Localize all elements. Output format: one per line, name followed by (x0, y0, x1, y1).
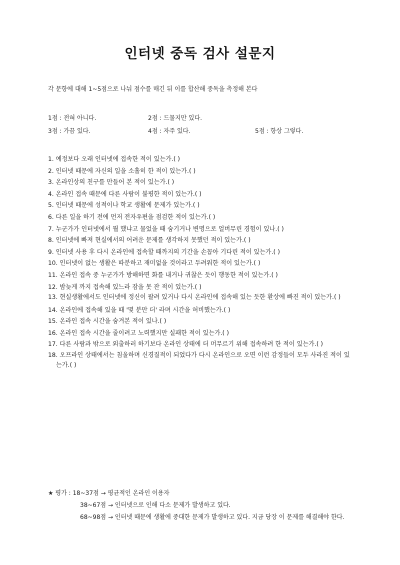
question-item: 7. 누군가가 인터넷에서 뭘 했냐고 물었을 때 숨기거나 변명으로 얼버무린 경험이 있나.( ) (48, 225, 284, 233)
question-item: 4. 온라인 접속 때문에 다른 사람이 불평한 적이 있는가.( ) (48, 190, 202, 198)
question-item: 5. 인터넷 때문에 성적이나 학교 생활에 문제가 있는가.( ) (48, 202, 200, 210)
question-item: 8. 인터넷에 빠져 현실에서의 어려운 문제를 생각하지 못했던 적이 있는가.( ) (48, 237, 251, 245)
question-item: 13. 현실생활에서도 인터넷에 정신이 팔려 있거나 다시 온라인에 접속해 있는 듯한 환상에 빠진 적이 있는가.( ) (48, 294, 341, 302)
question-list (48, 154, 353, 372)
scoring-range-3: 68~98점 → 인터넷 때문에 생활에 중대한 문제가 발생하고 있다. 지금 당장 이 문제를 해결해야 한다. (80, 514, 345, 521)
question-item: 3. 온라인상의 친구를 만들어 본 적이 있는가.( ) (48, 179, 175, 187)
question-item: 16. 온라인 접속 시간을 줄이려고 노력했지만 실패한 적이 있는가.( ) (48, 329, 229, 337)
instructions-text: 각 문항에 대해 1~5점으로 나눠 점수를 매긴 뒤 이를 합산해 중독을 측정해 본다 (48, 86, 258, 93)
question-item: 11. 온라인 접속 중 누군가가 방해하면 화를 내거나 귀찮은 듯이 행동한 적이 있는가.( ) (48, 271, 278, 279)
document-title: 인터넷 중독 검사 설문지 (124, 46, 276, 62)
scale-item-4: 4점 : 자주 있다. (148, 128, 191, 135)
scale-item-3: 3점 : 가끔 있다. (48, 128, 91, 135)
question-item: 10. 인터넷이 없는 생활은 따분하고 재미없을 것이라고 두려워한 적이 있는가.( ) (48, 260, 261, 268)
question-item: 9. 인터넷 사용 후 다시 온라인에 접속할 때까지의 기간을 손꼽아 기다린 적이 있는가.( ) (48, 248, 280, 256)
question-item: 6. 다른 일을 하기 전에 먼저 전자우편을 점검한 적이 있는가.( ) (48, 213, 216, 221)
question-item: 17. 다른 사람과 밖으로 외출하러 하기보다 온라인 상태에 더 머무르기 위해 접속하려 한 적이 있는가.( ) (48, 340, 324, 348)
question-item: 18. 오프라인 상태에서는 침울하며 신경질적이 되었다가 다시 온라인으로 오면 이런 감정들이 모두 사라진 적이 있는가.( ) (48, 352, 350, 369)
scale-item-2: 2점 : 드물지만 있다. (148, 115, 203, 122)
question-item: 15. 온라인 접속 시간을 숨겨본 적이 있나.( ) (48, 318, 167, 326)
question-item: 14. 온라인에 접속해 있을 때 '몇 분만 더' 라며 시간을 허비했는가.( ) (48, 306, 231, 314)
scale-item-1: 1점 : 전혀 아니다. (48, 115, 97, 122)
question-item: 12. 밤늦게 까지 접속해 있느라 잠을 못 잔 적이 있는가.( ) (48, 283, 202, 291)
question-item: 1. 예정보다 오래 인터넷에 접속한 적이 있는가.( ) (48, 156, 181, 163)
scale-item-5: 5점 : 항상 그렇다. (255, 128, 304, 135)
question-item: 2. 인터넷 때문에 자신의 일을 소홀히 한 적이 있는가.( ) (48, 167, 196, 175)
scoring-range-2: 38~67점 → 인터넷으로 인해 다소 문제가 발생하고 있다. (80, 502, 231, 509)
scoring-label: ★ 평가 : 18~37점 → 평균적인 온라인 이용자 (48, 490, 170, 497)
